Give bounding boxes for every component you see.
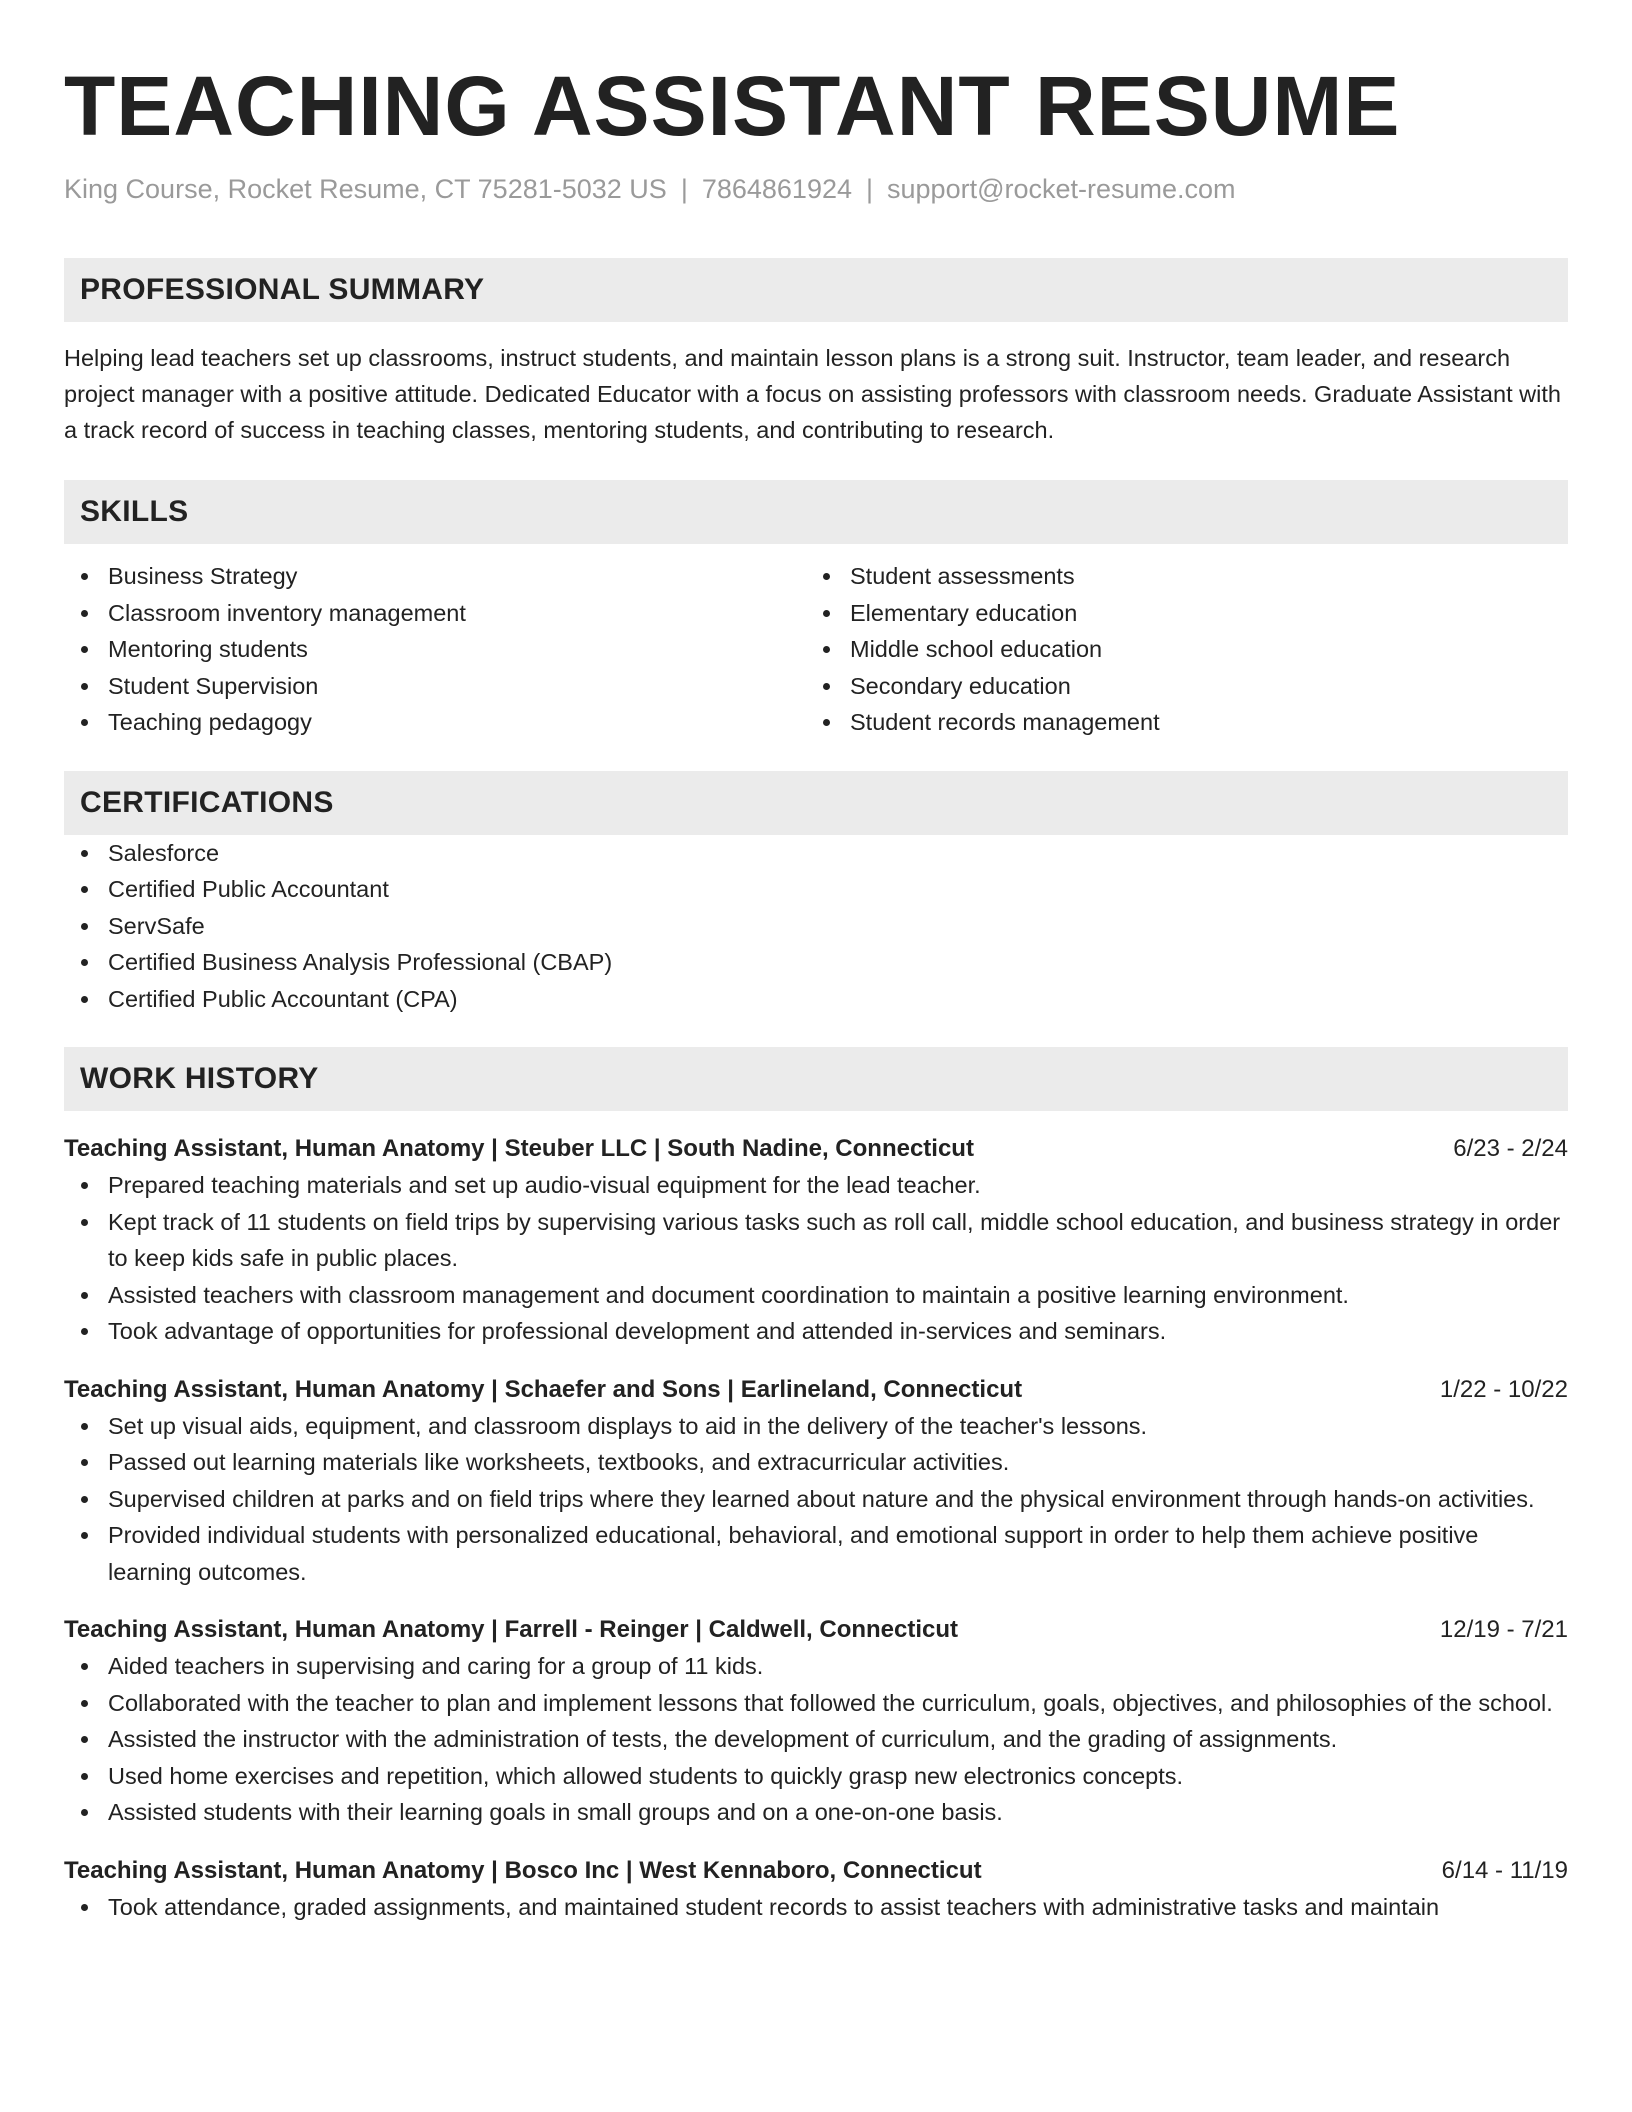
job-bullets bbox=[64, 1167, 1568, 1350]
list-item: Certified Public Accountant (CPA) bbox=[64, 981, 1568, 1018]
job-title: Teaching Assistant, Human Anatomy | Schaefer and Sons | Earlineland, Connecticut bbox=[64, 1375, 1023, 1403]
skills-list-left bbox=[64, 558, 806, 741]
job-bullets bbox=[64, 1648, 1568, 1831]
job-dates: 1/22 - 10/22 bbox=[1439, 1375, 1568, 1403]
job-bullet: Set up visual aids, equipment, and classroom displays to aid in the delivery of the teacher's lessons. bbox=[64, 1408, 1568, 1445]
resume-title: TEACHING ASSISTANT RESUME bbox=[64, 59, 1401, 153]
list-item: Student assessments bbox=[806, 558, 1548, 595]
contact-line bbox=[64, 172, 1568, 206]
section-heading-summary: PROFESSIONAL SUMMARY bbox=[64, 258, 1568, 322]
section-heading-work-history: WORK HISTORY bbox=[64, 1047, 1568, 1111]
work-history-list bbox=[64, 1131, 1568, 1925]
job-entry bbox=[64, 1853, 1568, 1926]
job-dates: 6/14 - 11/19 bbox=[1441, 1856, 1568, 1884]
job-bullet: Passed out learning materials like worksheets, textbooks, and extracurricular activities. bbox=[64, 1444, 1568, 1481]
contact-address: King Course, Rocket Resume, CT 75281-5032 US bbox=[64, 174, 667, 204]
list-item: Teaching pedagogy bbox=[64, 704, 806, 741]
job-bullet: Assisted teachers with classroom management and document coordination to maintain a positive learning environment. bbox=[64, 1277, 1568, 1314]
list-item: Middle school education bbox=[806, 631, 1548, 668]
list-item: Certified Business Analysis Professional (CBAP) bbox=[64, 944, 1568, 981]
list-item: ServSafe bbox=[64, 908, 1568, 945]
contact-separator: | bbox=[866, 174, 874, 204]
job-bullet: Provided individual students with personalized educational, behavioral, and emotional support in order to help them achieve positive learning outcomes. bbox=[64, 1517, 1568, 1590]
certifications-list bbox=[64, 835, 1568, 1018]
job-title: Teaching Assistant, Human Anatomy | Farrell - Reinger | Caldwell, Connecticut bbox=[64, 1616, 959, 1643]
job-bullets bbox=[64, 1408, 1568, 1591]
section-heading-skills: SKILLS bbox=[64, 480, 1568, 544]
job-title: Teaching Assistant, Human Anatomy | Steuber LLC | South Nadine, Connecticut bbox=[64, 1135, 974, 1162]
list-item: Student records management bbox=[806, 704, 1548, 741]
job-header bbox=[64, 1612, 1568, 1648]
list-item: Student Supervision bbox=[64, 668, 806, 705]
contact-separator: | bbox=[680, 174, 688, 204]
job-bullet: Supervised children at parks and on field trips where they learned about nature and the physical environment through hands-on activities. bbox=[64, 1481, 1568, 1518]
job-header bbox=[64, 1853, 1568, 1889]
list-item: Elementary education bbox=[806, 595, 1548, 632]
job-dates: 6/23 - 2/24 bbox=[1453, 1135, 1568, 1162]
list-item: Salesforce bbox=[64, 835, 1568, 872]
job-bullet: Aided teachers in supervising and caring for a group of 11 kids. bbox=[64, 1648, 1568, 1685]
job-bullet: Prepared teaching materials and set up audio-visual equipment for the lead teacher. bbox=[64, 1167, 1568, 1204]
job-entry bbox=[64, 1612, 1568, 1831]
list-item: Business Strategy bbox=[64, 558, 806, 595]
job-bullet: Took attendance, graded assignments, and maintained student records to assist teachers with administrative tasks and maintain bbox=[64, 1889, 1568, 1926]
job-bullet: Assisted the instructor with the administration of tests, the development of curriculum, and the grading of assignments. bbox=[64, 1721, 1568, 1758]
list-item: Secondary education bbox=[806, 668, 1548, 705]
contact-email: support@rocket-resume.com bbox=[887, 174, 1236, 204]
job-header bbox=[64, 1131, 1568, 1167]
resume-page bbox=[64, 0, 1568, 1925]
list-item: Certified Public Accountant bbox=[64, 871, 1568, 908]
summary-text: Helping lead teachers set up classrooms, instruct students, and maintain lesson plans is a strong suit. Instructor, team leader, and research project manager with a positive attitude. Dedicated Educator with a focus on assisting professors with classroom needs. Graduate Assistant with a track record of success in teaching classes, mentoring students, and contributing to research. bbox=[64, 345, 1561, 443]
skills-list-right bbox=[806, 558, 1548, 741]
contact-phone: 7864861924 bbox=[701, 174, 852, 204]
job-title: Teaching Assistant, Human Anatomy | Bosco Inc | West Kennaboro, Connecticut bbox=[64, 1856, 982, 1884]
job-dates: 12/19 - 7/21 bbox=[1439, 1616, 1568, 1643]
job-bullets bbox=[64, 1889, 1568, 1926]
job-bullet: Kept track of 11 students on field trips by supervising various tasks such as roll call, middle school education, and business strategy in order to keep kids safe in public places. bbox=[64, 1204, 1568, 1277]
job-header bbox=[64, 1372, 1568, 1408]
job-entry bbox=[64, 1372, 1568, 1591]
skills-columns bbox=[64, 558, 1568, 741]
job-bullet: Collaborated with the teacher to plan and implement lessons that followed the curriculum, goals, objectives, and philosophies of the school. bbox=[64, 1685, 1568, 1722]
job-bullet: Took advantage of opportunities for professional development and attended in-services and seminars. bbox=[64, 1313, 1568, 1350]
job-entry bbox=[64, 1131, 1568, 1350]
section-heading-certifications: CERTIFICATIONS bbox=[64, 771, 1568, 835]
job-bullet: Assisted students with their learning goals in small groups and on a one-on-one basis. bbox=[64, 1794, 1568, 1831]
job-bullet: Used home exercises and repetition, which allowed students to quickly grasp new electronics concepts. bbox=[64, 1758, 1568, 1795]
list-item: Classroom inventory management bbox=[64, 595, 806, 632]
list-item: Mentoring students bbox=[64, 631, 806, 668]
